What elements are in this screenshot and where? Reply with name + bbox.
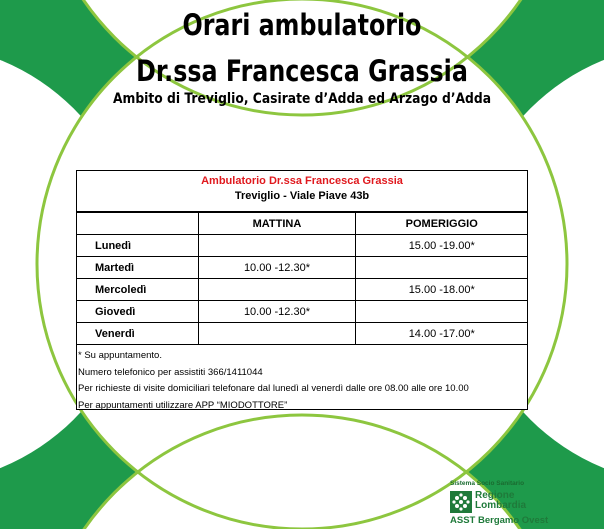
note-line: Per appuntamenti utilizzare APP “MIODOTTORE” xyxy=(78,399,288,411)
afternoon-cell: 14.00 -17.00* xyxy=(356,323,527,345)
morning-cell xyxy=(198,323,356,345)
clinic-name: Ambulatorio Dr.ssa Francesca Grassia xyxy=(201,175,403,187)
morning-cell xyxy=(198,279,356,301)
afternoon-cell xyxy=(356,301,527,323)
page-title-line2: Dr.ssa Francesca Grassia xyxy=(136,54,468,88)
note-line: Per richieste di visite domiciliari telefonare dal lunedì al venerdì dalle ore 08.00 alle ore 10.00 xyxy=(78,383,469,394)
logo-region-line1: Regione xyxy=(475,490,515,501)
note-line: * Su appuntamento. xyxy=(78,350,162,361)
day-cell: Giovedì xyxy=(77,301,198,323)
logo-asst-label: ASST Bergamo Ovest xyxy=(450,515,549,526)
lombardy-rose-icon xyxy=(450,491,472,513)
table-row xyxy=(77,323,527,345)
table-row xyxy=(77,257,527,279)
morning-cell xyxy=(198,235,356,257)
header-morning: MATTINA xyxy=(198,213,356,235)
page-title-line1: Orari ambulatorio xyxy=(182,8,422,42)
logo-system-label: Sistema Socio Sanitario xyxy=(450,480,525,487)
logo-region-line2: Lombardia xyxy=(475,500,527,511)
header-day-cell xyxy=(77,213,198,235)
schedule-card xyxy=(76,170,528,410)
afternoon-cell xyxy=(356,257,527,279)
regione-lombardia-logo xyxy=(446,480,594,524)
table-row xyxy=(77,235,527,257)
day-cell: Lunedì xyxy=(77,235,198,257)
afternoon-cell: 15.00 -19.00* xyxy=(356,235,527,257)
afternoon-cell: 15.00 -18.00* xyxy=(356,279,527,301)
page-subtitle: Ambito di Treviglio, Casirate d’Adda ed Arzago d’Adda xyxy=(112,91,492,107)
table-header-row xyxy=(77,213,527,235)
day-cell: Mercoledì xyxy=(77,279,198,301)
day-cell: Martedì xyxy=(77,257,198,279)
note-line: Numero telefonico per assistiti 366/1411044 xyxy=(78,366,263,378)
schedule-table xyxy=(77,212,527,345)
clinic-address: Treviglio - Viale Piave 43b xyxy=(234,190,370,202)
morning-cell: 10.00 -12.30* xyxy=(198,301,356,323)
logo-region-name xyxy=(475,491,526,511)
day-cell: Venerdì xyxy=(77,323,198,345)
morning-cell: 10.00 -12.30* xyxy=(198,257,356,279)
table-row xyxy=(77,301,527,323)
header-afternoon: POMERIGGIO xyxy=(356,213,527,235)
card-header xyxy=(77,171,527,212)
table-row xyxy=(77,279,527,301)
notes-block xyxy=(77,345,527,414)
